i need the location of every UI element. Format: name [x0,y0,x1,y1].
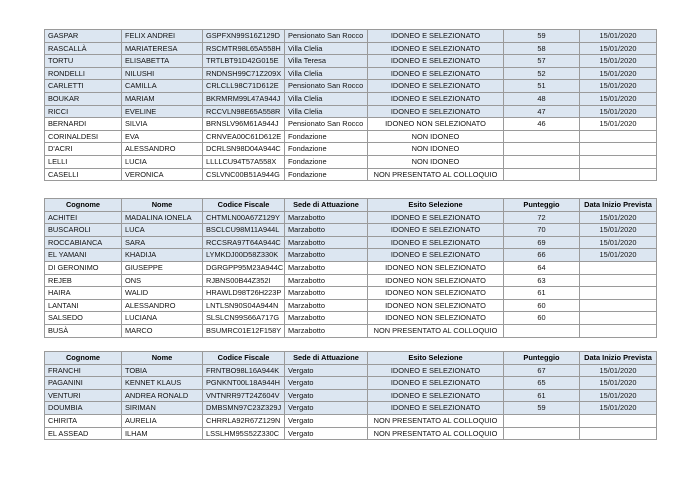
esito-cell: IDONEO NON SELEZIONATO [368,261,504,274]
esito-cell: IDONEO E SELEZIONATO [368,364,504,377]
codice-fiscale-cell: HRAWLD98T26H223P [203,287,285,300]
data-inizio-cell: 15/01/2020 [580,80,657,93]
esito-cell: IDONEO E SELEZIONATO [368,30,504,43]
punteggio-cell: 57 [504,55,580,68]
nome-cell: KHADIJA [122,249,203,262]
data-inizio-cell [580,261,657,274]
table-row [45,55,657,68]
nome-cell: WALID [122,287,203,300]
codice-fiscale-cell: DCRLSN98D04A944C [203,143,285,156]
header-data-inizio: Data Inizio Prevista [580,199,657,212]
esito-cell: NON IDONEO [368,155,504,168]
codice-fiscale-cell: FRNTBO98L16A944K [203,364,285,377]
esito-cell: IDONEO E SELEZIONATO [368,224,504,237]
data-inizio-cell: 15/01/2020 [580,42,657,55]
punteggio-cell: 59 [504,402,580,415]
data-inizio-cell [580,155,657,168]
codice-fiscale-cell: RCCSRA97T64A944C [203,236,285,249]
sede-cell: Villa Teresa [285,55,368,68]
nome-cell: SIRIMAN [122,402,203,415]
esito-cell: NON PRESENTATO AL COLLOQUIO [368,168,504,181]
sede-cell: Marzabotto [285,287,368,300]
header-row [45,352,657,365]
esito-cell: IDONEO E SELEZIONATO [368,42,504,55]
codice-fiscale-cell: BRNSLV96M61A944J [203,118,285,131]
header-esito: Esito Selezione [368,199,504,212]
data-inizio-cell: 15/01/2020 [580,364,657,377]
data-inizio-cell: 15/01/2020 [580,224,657,237]
data-inizio-cell: 15/01/2020 [580,236,657,249]
sede-cell: Fondazione [285,168,368,181]
data-inizio-cell [580,299,657,312]
nome-cell: SARA [122,236,203,249]
table-body [45,211,657,337]
sede-cell: Marzabotto [285,211,368,224]
punteggio-cell: 48 [504,92,580,105]
table-row [45,287,657,300]
cognome-cell: BERNARDI [45,118,122,131]
codice-fiscale-cell: TRTLBT91D42G015E [203,55,285,68]
punteggio-cell: 65 [504,377,580,390]
nome-cell: SILVIA [122,118,203,131]
data-inizio-cell [580,143,657,156]
punteggio-cell: 58 [504,42,580,55]
sede-cell: Vergato [285,389,368,402]
codice-fiscale-cell: RNDNSH99C71Z209X [203,67,285,80]
sede-cell: Fondazione [285,130,368,143]
punteggio-cell: 61 [504,287,580,300]
cognome-cell: SALSEDO [45,312,122,325]
sede-cell: Villa Clelia [285,42,368,55]
table-row [45,155,657,168]
nome-cell: CAMILLA [122,80,203,93]
sede-cell: Marzabotto [285,249,368,262]
punteggio-cell: 70 [504,224,580,237]
nome-cell: ONS [122,274,203,287]
data-inizio-cell: 15/01/2020 [580,30,657,43]
table-row [45,143,657,156]
codice-fiscale-cell: BSCLCU98M11A944L [203,224,285,237]
sede-cell: Fondazione [285,143,368,156]
cognome-cell: BOUKAR [45,92,122,105]
cognome-cell: RICCI [45,105,122,118]
codice-fiscale-cell: VNTNRR97T24Z604V [203,389,285,402]
table-row [45,92,657,105]
sede-cell: Pensionato San Rocco [285,30,368,43]
table-row [45,299,657,312]
punteggio-cell: 66 [504,249,580,262]
esito-cell: IDONEO E SELEZIONATO [368,377,504,390]
table-row [45,312,657,325]
data-inizio-cell: 15/01/2020 [580,402,657,415]
table-row [45,224,657,237]
punteggio-cell: 63 [504,274,580,287]
table-row [45,118,657,131]
punteggio-cell: 46 [504,118,580,131]
nome-cell: FELIX ANDREI [122,30,203,43]
cognome-cell: CARLETTI [45,80,122,93]
table-row [45,364,657,377]
punteggio-cell [504,143,580,156]
cognome-cell: ROCCABIANCA [45,236,122,249]
header-nome: Nome [122,352,203,365]
codice-fiscale-cell: LYMKDJ00D58Z330K [203,249,285,262]
nome-cell: EVA [122,130,203,143]
codice-fiscale-cell: CSLVNC00B51A944G [203,168,285,181]
codice-fiscale-cell: LSSLHM95S52Z330C [203,427,285,440]
punteggio-cell: 67 [504,364,580,377]
results-table-2 [44,198,657,338]
sede-cell: Marzabotto [285,236,368,249]
esito-cell: IDONEO E SELEZIONATO [368,211,504,224]
data-inizio-cell: 15/01/2020 [580,211,657,224]
cognome-cell: CASELLI [45,168,122,181]
punteggio-cell [504,130,580,143]
codice-fiscale-cell: CHTMLN00A67Z129Y [203,211,285,224]
data-inizio-cell: 15/01/2020 [580,118,657,131]
punteggio-cell: 64 [504,261,580,274]
sede-cell: Vergato [285,414,368,427]
nome-cell: ILHAM [122,427,203,440]
nome-cell: VERONICA [122,168,203,181]
cognome-cell: BUSÀ [45,324,122,337]
cognome-cell: D'ACRI [45,143,122,156]
table-row [45,324,657,337]
table-row [45,427,657,440]
header-sede: Sede di Attuazione [285,199,368,212]
sede-cell: Villa Clelia [285,105,368,118]
cognome-cell: VENTURI [45,389,122,402]
cognome-cell: CORINALDESI [45,130,122,143]
sede-cell: Pensionato San Rocco [285,118,368,131]
nome-cell: MARCO [122,324,203,337]
table-row [45,42,657,55]
cognome-cell: EL ASSEAD [45,427,122,440]
table-body [45,364,657,440]
table-body [45,30,657,181]
data-inizio-cell: 15/01/2020 [580,92,657,105]
punteggio-cell: 69 [504,236,580,249]
header-punteggio: Punteggio [504,199,580,212]
punteggio-cell [504,427,580,440]
punteggio-cell: 47 [504,105,580,118]
table-row [45,80,657,93]
sede-cell: Pensionato San Rocco [285,80,368,93]
esito-cell: IDONEO E SELEZIONATO [368,389,504,402]
punteggio-cell: 51 [504,80,580,93]
nome-cell: TOBIA [122,364,203,377]
nome-cell: LUCIANA [122,312,203,325]
codice-fiscale-cell: BSUMRC01E12F158Y [203,324,285,337]
header-punteggio: Punteggio [504,352,580,365]
table-row [45,105,657,118]
punteggio-cell: 59 [504,30,580,43]
esito-cell: NON IDONEO [368,143,504,156]
cognome-cell: ACHITEI [45,211,122,224]
cognome-cell: REJEB [45,274,122,287]
results-table-1 [44,29,657,181]
nome-cell: MARIATERESA [122,42,203,55]
punteggio-cell: 61 [504,389,580,402]
codice-fiscale-cell: DMBSMN97C23Z329J [203,402,285,415]
cognome-cell: FRANCHI [45,364,122,377]
codice-fiscale-cell: LNTLSN90S04A944N [203,299,285,312]
esito-cell: NON IDONEO [368,130,504,143]
sede-cell: Marzabotto [285,299,368,312]
punteggio-cell [504,155,580,168]
codice-fiscale-cell: DGRGPP95M23A944C [203,261,285,274]
esito-cell: IDONEO NON SELEZIONATO [368,118,504,131]
sede-cell: Vergato [285,427,368,440]
punteggio-cell: 72 [504,211,580,224]
esito-cell: IDONEO E SELEZIONATO [368,80,504,93]
table-row [45,274,657,287]
nome-cell: ELISABETTA [122,55,203,68]
punteggio-cell [504,324,580,337]
data-inizio-cell: 15/01/2020 [580,67,657,80]
codice-fiscale-cell: RJBNS00B44Z352I [203,274,285,287]
cognome-cell: HAIRA [45,287,122,300]
nome-cell: NILUSHI [122,67,203,80]
codice-fiscale-cell: CHRRLA92R67Z129N [203,414,285,427]
sede-cell: Villa Clelia [285,67,368,80]
header-codice-fiscale: Codice Fiscale [203,199,285,212]
table-row [45,236,657,249]
cognome-cell: RONDELLI [45,67,122,80]
esito-cell: IDONEO NON SELEZIONATO [368,312,504,325]
table-row [45,389,657,402]
table-row [45,261,657,274]
punteggio-cell [504,414,580,427]
data-inizio-cell [580,274,657,287]
header-codice-fiscale: Codice Fiscale [203,352,285,365]
cognome-cell: LANTANI [45,299,122,312]
table-row [45,249,657,262]
cognome-cell: GASPAR [45,30,122,43]
data-inizio-cell [580,312,657,325]
cognome-cell: TORTU [45,55,122,68]
nome-cell: MADALINA IONELA [122,211,203,224]
data-inizio-cell: 15/01/2020 [580,55,657,68]
header-data-inizio: Data Inizio Prevista [580,352,657,365]
esito-cell: IDONEO NON SELEZIONATO [368,274,504,287]
punteggio-cell: 60 [504,299,580,312]
nome-cell: AURELIA [122,414,203,427]
data-inizio-cell [580,287,657,300]
results-table-3 [44,351,657,440]
data-inizio-cell: 15/01/2020 [580,105,657,118]
codice-fiscale-cell: PGNKNT00L18A944H [203,377,285,390]
cognome-cell: DI GERONIMO [45,261,122,274]
punteggio-cell: 60 [504,312,580,325]
sede-cell: Marzabotto [285,312,368,325]
cognome-cell: DOUMBIA [45,402,122,415]
header-row [45,199,657,212]
nome-cell: MARIAM [122,92,203,105]
nome-cell: ALESSANDRO [122,143,203,156]
nome-cell: LUCA [122,224,203,237]
esito-cell: IDONEO E SELEZIONATO [368,55,504,68]
esito-cell: NON PRESENTATO AL COLLOQUIO [368,414,504,427]
cognome-cell: BUSCAROLI [45,224,122,237]
sede-cell: Vergato [285,402,368,415]
header-esito: Esito Selezione [368,352,504,365]
codice-fiscale-cell: RCCVLN98E65A558R [203,105,285,118]
nome-cell: EVELINE [122,105,203,118]
sede-cell: Fondazione [285,155,368,168]
esito-cell: NON PRESENTATO AL COLLOQUIO [368,324,504,337]
data-inizio-cell: 15/01/2020 [580,389,657,402]
sede-cell: Marzabotto [285,274,368,287]
sede-cell: Marzabotto [285,261,368,274]
data-inizio-cell [580,427,657,440]
codice-fiscale-cell: CRNVEA00C61D612E [203,130,285,143]
esito-cell: IDONEO E SELEZIONATO [368,236,504,249]
codice-fiscale-cell: RSCMTR98L65A558H [203,42,285,55]
nome-cell: KENNET KLAUS [122,377,203,390]
sede-cell: Marzabotto [285,224,368,237]
sede-cell: Vergato [285,364,368,377]
sede-cell: Villa Clelia [285,92,368,105]
table-row [45,168,657,181]
cognome-cell: RASCALLÀ [45,42,122,55]
table-row [45,30,657,43]
table-row [45,67,657,80]
cognome-cell: CHIRITA [45,414,122,427]
esito-cell: IDONEO E SELEZIONATO [368,105,504,118]
data-inizio-cell [580,168,657,181]
esito-cell: IDONEO E SELEZIONATO [368,249,504,262]
nome-cell: ANDREA RONALD [122,389,203,402]
esito-cell: IDONEO E SELEZIONATO [368,92,504,105]
punteggio-cell [504,168,580,181]
punteggio-cell: 52 [504,67,580,80]
esito-cell: IDONEO E SELEZIONATO [368,402,504,415]
cognome-cell: PAGANINI [45,377,122,390]
esito-cell: IDONEO NON SELEZIONATO [368,299,504,312]
table-row [45,211,657,224]
nome-cell: LUCIA [122,155,203,168]
data-inizio-cell [580,324,657,337]
data-inizio-cell: 15/01/2020 [580,377,657,390]
esito-cell: NON PRESENTATO AL COLLOQUIO [368,427,504,440]
sede-cell: Vergato [285,377,368,390]
codice-fiscale-cell: SLSLCN99S66A717G [203,312,285,325]
header-nome: Nome [122,199,203,212]
header-sede: Sede di Attuazione [285,352,368,365]
table-row [45,402,657,415]
esito-cell: IDONEO NON SELEZIONATO [368,287,504,300]
cognome-cell: EL YAMANI [45,249,122,262]
table-row [45,414,657,427]
data-inizio-cell: 15/01/2020 [580,249,657,262]
codice-fiscale-cell: LLLLCU94T57A558X [203,155,285,168]
cognome-cell: LELLI [45,155,122,168]
table-row [45,130,657,143]
nome-cell: ALESSANDRO [122,299,203,312]
esito-cell: IDONEO E SELEZIONATO [368,67,504,80]
nome-cell: GIUSEPPE [122,261,203,274]
codice-fiscale-cell: BKRMRM99L47A944J [203,92,285,105]
codice-fiscale-cell: CRLCLL98C71D612E [203,80,285,93]
table-row [45,377,657,390]
data-inizio-cell [580,414,657,427]
header-cognome: Cognome [45,352,122,365]
codice-fiscale-cell: GSPFXN99S16Z129D [203,30,285,43]
header-cognome: Cognome [45,199,122,212]
data-inizio-cell [580,130,657,143]
sede-cell: Marzabotto [285,324,368,337]
